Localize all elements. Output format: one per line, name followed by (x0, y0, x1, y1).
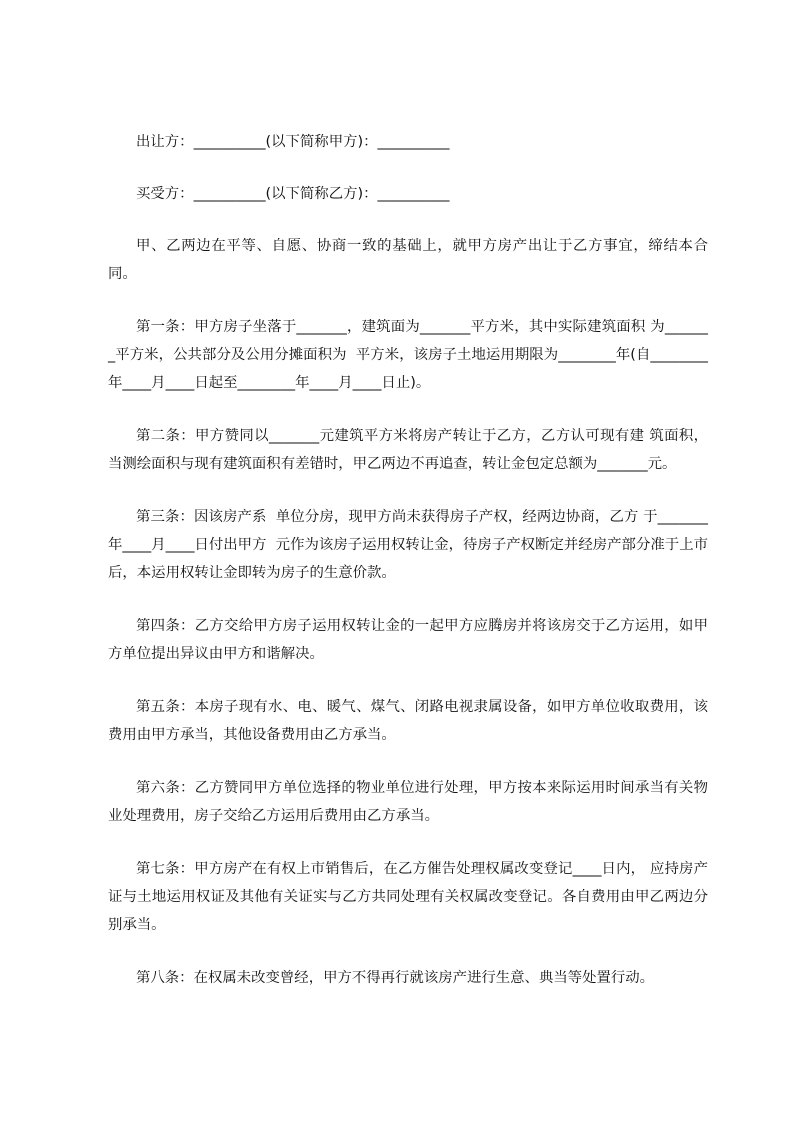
article-8: 第八条：在权属未改变曾经，甲方不得再行就该房产进行生意、典当等处置行动。 (136, 970, 655, 986)
article-6: 第六条：乙方赞同甲方单位选择的物业单位进行处理，甲方按本来际运用时间承当有关物业处理费用，房子交给乙方运用后费用由乙方承当。 (108, 780, 708, 824)
buyer-line: 买受方：__________(以下简称乙方)：__________ (136, 186, 450, 202)
seller-line: 出让方：__________(以下简称甲方)：__________ (136, 134, 450, 150)
article-2: 第二条：甲方赞同以_______元建筑平方米将房产转让于乙方，乙方认可现有建 筑面积，当测绘面积与现有建筑面积有差错时，甲乙两边不再追查，转让金包定总额为_______元。 (108, 428, 708, 472)
article-4: 第四条：乙方交给甲方房子运用权转让金的一起甲方应腾房并将该房交于乙方运用，如甲方单位提出异议由甲方和谐解决。 (108, 618, 708, 662)
intro-paragraph: 甲、乙两边在平等、自愿、协商一致的基础上，就甲方房产出让于乙方事宜，缔结本合同。 (108, 238, 708, 282)
article-7: 第七条：甲方房产在有权上市销售后，在乙方催告处理权属改变登记____日内， 应持房产证与土地运用权证及其他有关证实与乙方共同处理有关权属改变登记。各自费用由甲乙两边分别承当。 (108, 861, 708, 933)
article-3: 第三条：因该房产系 单位分房，现甲方尚未获得房子产权，经两边协商，乙方 于_______年____月____日付出甲方 元作为该房子运用权转让金，待房子产权断定并经房产部分准于上市后，本运用权转让金即转为房子的生意价款。 (108, 509, 708, 581)
article-5: 第五条：本房子现有水、电、暖气、煤气、闭路电视隶属设备，如甲方单位收取费用，该费用由甲方承当，其他设备费用由乙方承当。 (108, 699, 708, 743)
contract-body (108, 128, 708, 992)
article-1: 第一条：甲方房子坐落于_______，建筑面为_______平方米，其中实际建筑面积 为_______平方米，公共部分及公用分摊面积为 平方米，该房子土地运用期限为________年(自________年____月____日起至________年____月____日止)。 (108, 319, 708, 391)
